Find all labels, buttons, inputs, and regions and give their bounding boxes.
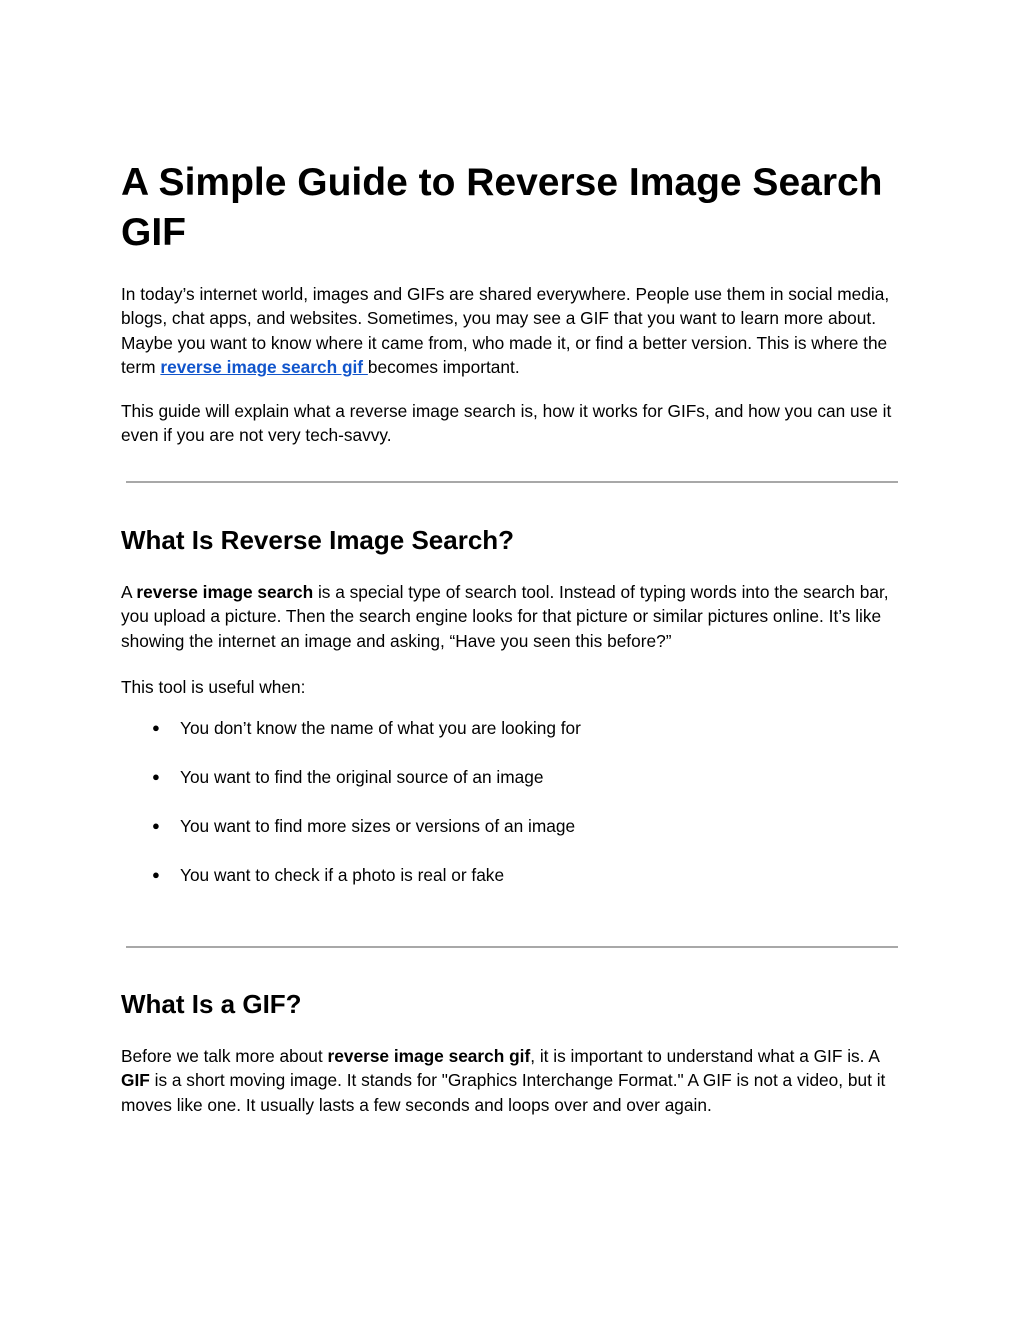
list-item-text: You want to check if a photo is real or fake bbox=[180, 865, 505, 885]
section2-text: is a short moving image. It stands for "Graphics Interchange Format." A GIF is not a video, but it moves like one. It usually lasts a few seconds and loops over and over again. bbox=[121, 1070, 886, 1115]
bullet-icon: ● bbox=[152, 818, 160, 833]
bullet-icon: ● bbox=[152, 769, 160, 784]
list-item-text: You want to find the original source of an image bbox=[180, 767, 544, 787]
section2-text: , it is important to understand what a GIF is. A bbox=[530, 1046, 879, 1066]
section1-text: is a special type of search tool. Instead of typing words into the search bar, you upload a picture. Then the search engine looks for that picture or similar pictures online. It’s like showing the internet an image and asking, “Have you seen this before?” bbox=[121, 582, 889, 651]
bold-term-reverse-image-search-gif: reverse image search gif bbox=[327, 1046, 531, 1066]
list-item-text: You want to find more sizes or versions of an image bbox=[180, 816, 576, 836]
intro-paragraph-1 bbox=[121, 282, 907, 380]
bullet-icon: ● bbox=[152, 720, 160, 735]
list-item bbox=[121, 765, 821, 814]
use-cases-list bbox=[121, 716, 821, 912]
section1-paragraph-1 bbox=[121, 580, 911, 653]
bold-term-reverse-image-search: reverse image search bbox=[136, 582, 314, 602]
section1-paragraph-2: This tool is useful when: bbox=[121, 677, 306, 697]
section-heading-reverse-image-search: What Is Reverse Image Search? bbox=[121, 525, 515, 555]
section-heading-what-is-a-gif: What Is a GIF? bbox=[121, 989, 302, 1019]
reverse-image-search-gif-link[interactable]: reverse image search gif bbox=[160, 357, 368, 378]
page-title: A Simple Guide to Reverse Image Search GIF bbox=[121, 161, 883, 254]
list-item bbox=[121, 814, 821, 863]
bullet-icon: ● bbox=[152, 867, 160, 882]
intro-paragraph-2: This guide will explain what a reverse image search is, how it works for GIFs, and how you can use it even if you are not very tech-savvy. bbox=[121, 401, 892, 446]
bold-term-gif: GIF bbox=[121, 1070, 150, 1091]
intro-text-before-link: In today’s internet world, images and GIFs are shared everywhere. People use them in social media, blogs, chat apps, and websites. Sometimes, you may see a GIF that you want to learn more about. Maybe you want to know where it came from, who made it, or find a better version. This is where the term bbox=[121, 284, 890, 378]
list-item bbox=[121, 863, 821, 912]
section2-text: Before we talk more about bbox=[121, 1046, 328, 1066]
section2-paragraph-1 bbox=[121, 1044, 907, 1117]
section-divider bbox=[126, 946, 898, 948]
list-item bbox=[121, 716, 821, 765]
list-item-text: You don’t know the name of what you are looking for bbox=[180, 718, 581, 738]
intro-text-after-link: becomes important. bbox=[367, 357, 520, 378]
section1-text: A bbox=[121, 582, 137, 602]
section-divider bbox=[126, 481, 898, 483]
